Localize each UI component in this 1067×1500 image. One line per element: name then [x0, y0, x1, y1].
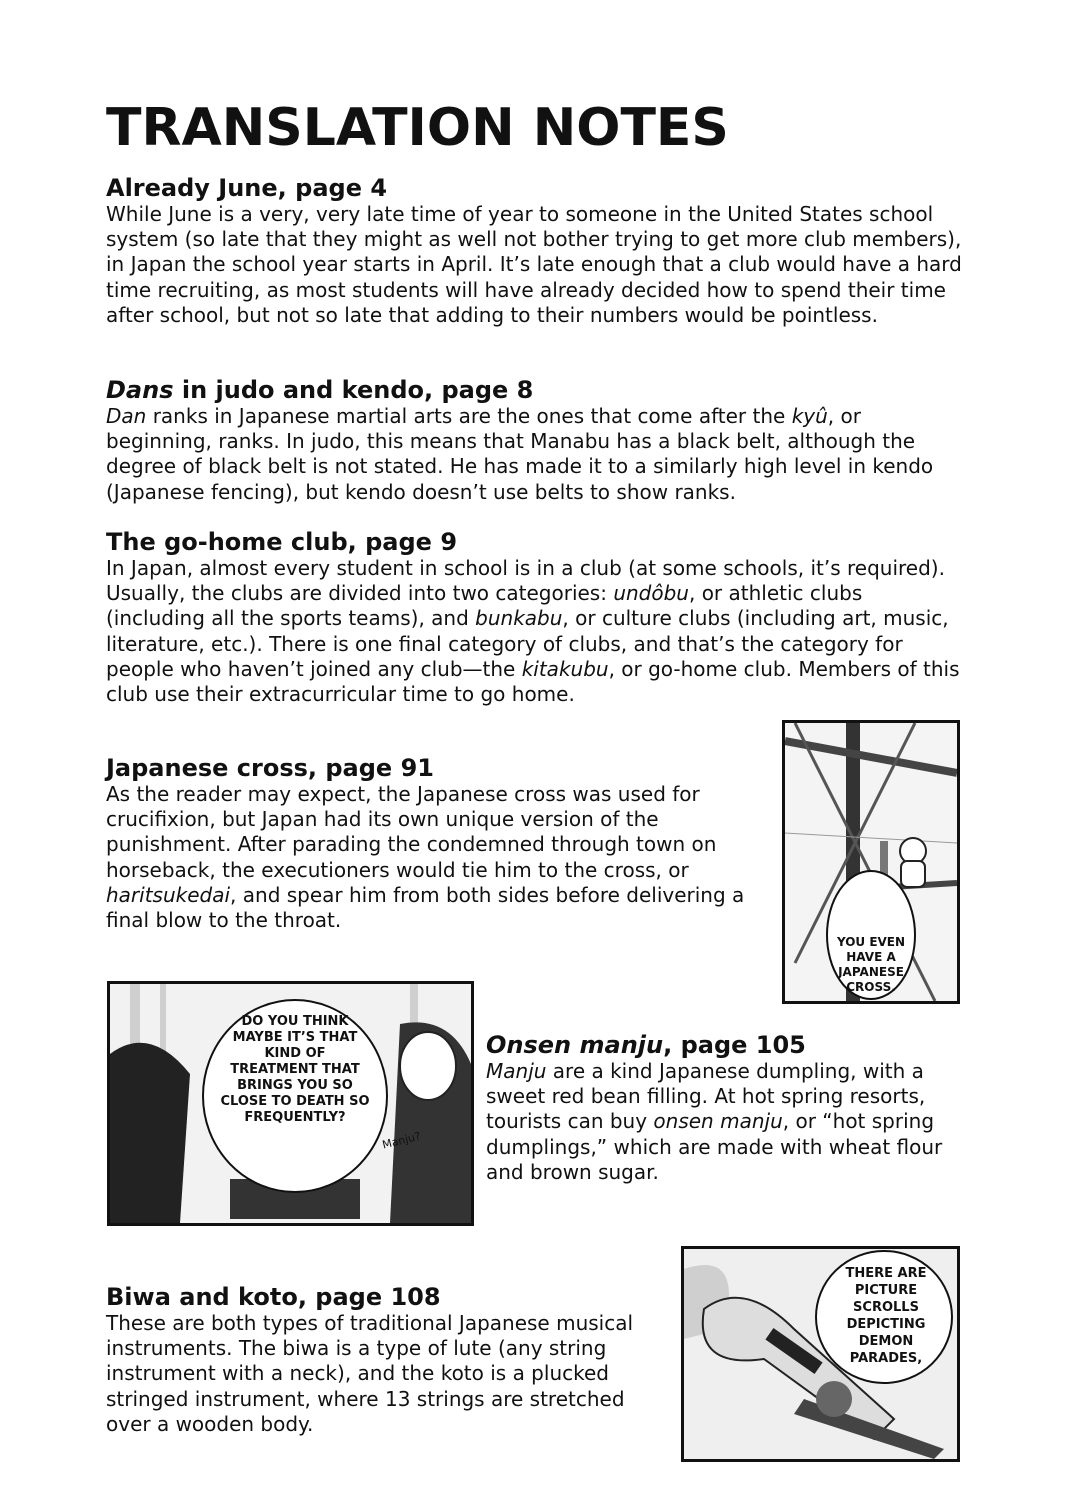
note-heading-em: Dans — [106, 376, 174, 404]
note-body-run: In Japan, almost every student in school is in a club (at some schools, it’s required). Usually, the clubs are divided into two categories: — [106, 556, 945, 606]
note-body-run: kitakubu — [521, 656, 609, 681]
note-body-run: ranks in Japanese martial arts are the ones that come after the — [146, 404, 792, 428]
note-heading-text: in judo and kendo, page 8 — [173, 376, 534, 404]
note-body — [106, 556, 966, 707]
page-title: TRANSLATION NOTES — [106, 98, 729, 158]
note-heading-em: Onsen manju — [486, 1031, 664, 1059]
note-body — [106, 202, 966, 328]
note-heading — [106, 754, 766, 782]
speech-aside-manju: Manju? — [381, 1129, 423, 1152]
note-go-home-club — [106, 528, 966, 707]
note-body-run: undôbu — [613, 581, 689, 606]
manga-panel-manju — [107, 981, 474, 1226]
note-body-run: Manju — [486, 1059, 547, 1083]
note-body-run: As the reader may expect, the Japanese cross was used for crucifixion, but Japan had its own unique version of the punishment. After parading the condemned through town on horseback, the executioners would tie him to the cross, or — [106, 782, 717, 882]
manga-panel-biwa — [681, 1246, 960, 1462]
note-body-run: , or culture clubs (including art, music, literature, etc.). There is one final category of clubs, and that’s the category for people who haven’t joined any club—the — [106, 606, 949, 681]
note-already-june — [106, 174, 966, 328]
note-body-run: , or beginning, ranks. In judo, this means that Manabu has a black belt, although the degree of black belt is not stated. He has made it to a similarly high level in kendo (Japanese fencing), but kendo doesn’t use belts to show ranks. — [106, 404, 934, 504]
note-body — [106, 1311, 668, 1437]
note-body-run: , or go-home club. Members of this club use their extracurricular time to go home. — [106, 656, 960, 707]
note-body-run: These are both types of traditional Japanese musical instruments. The biwa is a type of lute (any string instrument with a neck), and the koto is a plucked stringed instrument, where 13 strings are stretched over a wooden body. — [106, 1311, 634, 1436]
note-onsen-manju — [486, 1031, 966, 1185]
note-heading-text: , page 105 — [663, 1031, 806, 1059]
note-body-run: bunkabu — [475, 606, 563, 631]
note-body — [486, 1059, 966, 1185]
note-biwa-koto — [106, 1283, 668, 1437]
note-dans — [106, 376, 966, 505]
note-body-run: haritsukedai — [106, 882, 231, 907]
speech-bubble-cross: YOU EVEN HAVE A JAPANESE CROSS. — [836, 935, 906, 994]
note-heading-text: Japanese cross, page 91 — [106, 754, 434, 782]
note-heading — [106, 528, 966, 556]
note-heading-text: Already June, page 4 — [106, 174, 388, 202]
note-body-run: While June is a very, very late time of year to someone in the United States school system (so late that they might as well not bother trying to get more club members), in Japan the school year starts in April. It’s late enough that a club would have a hard time recruiting, as most students will have already decided how to spend their time after school, but not so late that adding to their numbers would be pointless. — [106, 202, 962, 327]
note-heading — [106, 174, 966, 202]
note-japanese-cross — [106, 754, 766, 933]
note-body-run: , or athletic clubs (including all the sports teams), and — [106, 581, 863, 631]
manga-panel-cross — [782, 720, 960, 1004]
note-heading — [106, 376, 966, 404]
note-heading-text: The go-home club, page 9 — [106, 528, 458, 556]
note-body-run: , or “hot spring dumplings,” which are made with wheat flour and brown sugar. — [486, 1109, 943, 1184]
note-body-run: Dan — [106, 404, 147, 428]
note-heading — [486, 1031, 966, 1059]
note-heading-text: Biwa and koto, page 108 — [106, 1283, 441, 1311]
speech-bubble-biwa: THERE ARE PICTURE SCROLLS DEPICTING DEMON PARADES, — [845, 1266, 927, 1366]
speech-bubble-manju: DO YOU THINK MAYBE IT’S THAT KIND OF TREATMENT THAT BRINGS YOU SO CLOSE TO DEATH SO FREQUENTLY? — [220, 1014, 370, 1125]
note-body — [106, 782, 766, 933]
note-body-run: are a kind Japanese dumpling, with a sweet red bean filling. At hot spring resorts, tourists can buy — [486, 1059, 926, 1134]
note-heading — [106, 1283, 668, 1311]
note-body-run: , and spear him from both sides before delivering a final blow to the throat. — [106, 882, 745, 933]
note-body — [106, 404, 966, 505]
note-body-run: kyû — [791, 404, 828, 428]
note-body-run: onsen manju — [653, 1109, 783, 1134]
